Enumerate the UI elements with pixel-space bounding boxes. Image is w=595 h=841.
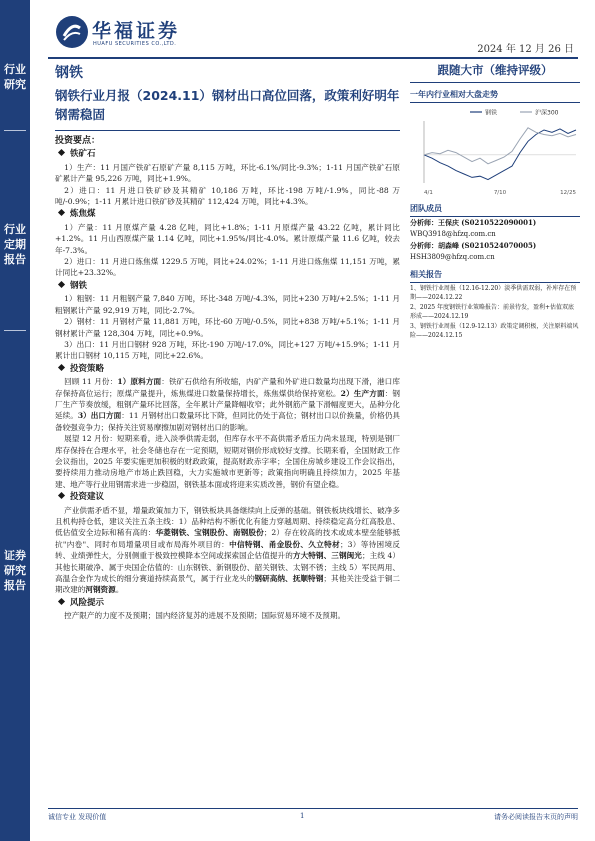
header-divider	[48, 57, 578, 59]
footer-disclaimer: 请务必阅读报告末页的声明	[494, 813, 578, 821]
paragraph: 2）进口：11 月进口铁矿砂及其精矿 10,186 万吨，环比-198 万吨/-1.9%，同比-88 万吨/-0.9%；1-11 月累计进口铁矿砂及其精矿 112,424 万吨，同比+4.3%。	[55, 185, 400, 207]
footer-slogan: 诚信专业 发现价值	[48, 813, 107, 821]
main-content	[55, 136, 400, 622]
company-logo-icon	[56, 16, 88, 48]
key-points-heading: 投资要点：	[55, 136, 101, 146]
report-date: 2024 年 12 月 26 日	[477, 44, 574, 55]
diamond-bullet-icon	[58, 492, 65, 499]
diamond-bullet-icon	[58, 364, 65, 371]
team-heading: 团队成员	[410, 203, 580, 217]
report-title: 钢铁行业月报（2024.11）钢材出口高位回落，政策利好明年钢需稳固	[55, 88, 400, 122]
x-tick-label: 12/25	[560, 190, 576, 196]
company-name: 华福证券	[92, 20, 181, 42]
analyst-entry: 分析师：王保庆 (S0210522090001) WBQ3918@hfzq.com.cn 分析师：胡森峰 (S0210524070005) HSH3809@hfzq.com.cn	[410, 217, 580, 263]
paragraph: 2）钢材：11 月钢材产量 11,881 万吨，环比-60 万吨/-0.5%，同比+838 万吨/+5.1%；1-11 月钢材累计产量 128,304 万吨，同比+0.9%。	[55, 317, 400, 338]
paragraph: 展望 12 月份：短期来看，进入淡季供需走弱，但库存水平不高供需矛盾压力尚未显现，特别是钢厂库存保持在合理水平，社会冬储也存在一定预期，短期对钢价形成较好支撑。长期来看，全国财政工作会议指出，2025 年要实施更加积极的财政政策，提高财政赤字率；全国住房城乡建设工作会议指出，要持续用力推动房地产市场止跌回稳，大力实施城市更新等；政策指向明确且持续加力，2025 年基建、地产等行业用钢需求进一步稳固，钢铁基本面或将迎来实质改善，钢价有望企稳。	[55, 434, 400, 489]
diamond-bullet-icon	[58, 209, 65, 216]
paragraph: 回顾 11 月份：1）原料方面：铁矿石供给有所收缩，内矿产量和外矿进口数量均出现下滑，港口库存保持高位运行；原煤产量提升，炼焦煤进口数量保持增长，炼焦煤供给保持宽松。2）生产方面：钢厂生产节奏放缓，粗钢产量环比回落，全年累计产量降幅收窄；此外钢筋产量下滑幅度更大，品种分化延续。3）出口方面：11 月钢材出口数量环比下降，但同比仍处于高位；钢材出口以价换量，价格仍具备较强竞争力；保持关注贸易摩擦加剧对钢材出口的影响。	[55, 377, 400, 432]
paragraph: 1）生产：11 月国产铁矿石原矿产量 8,115 万吨，环比-6.1%/同比-9.3%；1-11 月国产铁矿石原矿累计产量 95,226 万吨，同比+1.9%。	[55, 162, 400, 184]
x-tick-label: 4/1	[424, 190, 433, 196]
section-heading: 投资策略	[55, 364, 400, 375]
chart-svg	[410, 105, 580, 197]
related-report-link[interactable]: 1、钢铁行业周报（12.16-12.20）淡季供需双弱，补库存在预期——2024.12.22	[410, 285, 577, 301]
section-heading: 钢铁	[55, 281, 400, 292]
diamond-bullet-icon	[58, 598, 65, 605]
section-heading: 风险提示	[55, 598, 400, 609]
page-header	[48, 8, 578, 58]
x-tick-label: 7/10	[493, 190, 507, 196]
series-line	[424, 128, 576, 164]
paragraph: 2）进口：11 月进口炼焦煤 1229.5 万吨，同比+24.02%；1-11 月进口炼焦煤 11,151 万吨，累计同比+23.32%。	[55, 257, 400, 278]
paragraph: 3）出口：11 月出口钢材 928 万吨，环比-190 万吨/-17.0%，同比+127 万吨/+15.9%；1-11 月累计出口钢材 10,115 万吨，同比+22.6%。	[55, 339, 400, 361]
relative-performance-chart	[410, 105, 580, 197]
title-divider	[55, 130, 400, 131]
legend-label: 钢铁	[485, 109, 498, 117]
paragraph: 1）粗钢：11 月粗钢产量 7,840 万吨，环比-348 万吨/-4.3%，同比+230 万吨/+2.5%；1-11 月粗钢累计产量 92,919 万吨，同比-2.7%。	[55, 294, 400, 315]
side-divider	[4, 130, 26, 131]
right-column	[410, 62, 580, 340]
series-line	[424, 129, 576, 180]
diamond-bullet-icon	[58, 281, 65, 288]
related-report-link[interactable]: 3、钢铁行业周报（12.9-12.13）政策定调积极，关注原料端风险——2024.12.15	[410, 323, 579, 339]
section-heading: 投资建议	[55, 492, 400, 503]
related-reports-heading: 相关报告	[410, 269, 580, 283]
footer-divider	[48, 808, 578, 809]
chart-heading: 一年内行业相对大盘走势	[410, 89, 580, 103]
analyst-email[interactable]: WBQ3918@hfzq.com.cn	[410, 230, 496, 238]
section-heading: 炼焦煤	[55, 209, 400, 220]
sidebar	[0, 0, 30, 841]
report-category: 钢铁	[55, 65, 83, 81]
analyst-email[interactable]: HSH3809@hfzq.com.cn	[410, 253, 495, 261]
section-heading: 铁矿石	[55, 149, 400, 160]
diamond-bullet-icon	[58, 149, 65, 156]
paragraph: 1）产量：11 月原煤产量 4.28 亿吨，同比+1.8%；1-11 月原煤产量 43.22 亿吨，累计同比+1.2%。11 月山西原煤产量 1.14 亿吨，同比+1.95%/同比-4.0%。累计原煤产量 11.6 亿吨，较去年-7.3%。	[55, 222, 400, 255]
side-label-industry-research: 行业研究	[4, 63, 26, 91]
related-report-link[interactable]: 2、2025 年度钢铁行业策略报告：前景待发，盈利+估值双底形成——2024.12.19	[410, 304, 575, 320]
rating-label: 跟随大市（维持评级）	[410, 62, 580, 83]
paragraph: 产业供需矛盾不显，增量政策加力下，钢铁板块具备继续向上反弹的基础。钢铁板块线增长、破净多且机构持仓低，建议关注五条主线：1）品种结构不断优化有能力穿越周期、持续稳定高分红高股息、低估值安全边际和稀有高的：华菱钢铁、宝钢股份、南钢股份；2）存在较高的技术或成本壁垒能够抵抗"内卷"、同时布局增量项目或布局海外项目的：中信特钢、甬金股份、久立特材；3）等待困境反转、业绩弹性大，分别侧重于极致控模降本空间或探索国企估值提升的方大特钢、三钢闽光；主线 4）其他长期破净、属于央国企估值的：山东钢铁、新钢股份、韶关钢铁、太钢不锈；主线 5）军民两用、高温合金作为成长的细分赛道持续高景气，属于行业龙头的钢研高纳、抚顺特钢；其他关注受益于铜二期改建的河钢资源。	[55, 505, 401, 595]
company-name-en: HUAFU SECURITIES CO.,LTD.	[93, 41, 177, 47]
legend-label: 沪深300	[535, 109, 559, 117]
side-label-securities-report: 证券研究报告	[4, 549, 26, 592]
side-label-periodic-report: 行业定期报告	[4, 223, 26, 266]
side-divider	[4, 330, 26, 331]
paragraph: 控产限产的力度不及预期；国内经济复苏的进展不及预期；国际贸易环境不及预期。	[64, 611, 346, 621]
page-number: 1	[300, 812, 305, 820]
